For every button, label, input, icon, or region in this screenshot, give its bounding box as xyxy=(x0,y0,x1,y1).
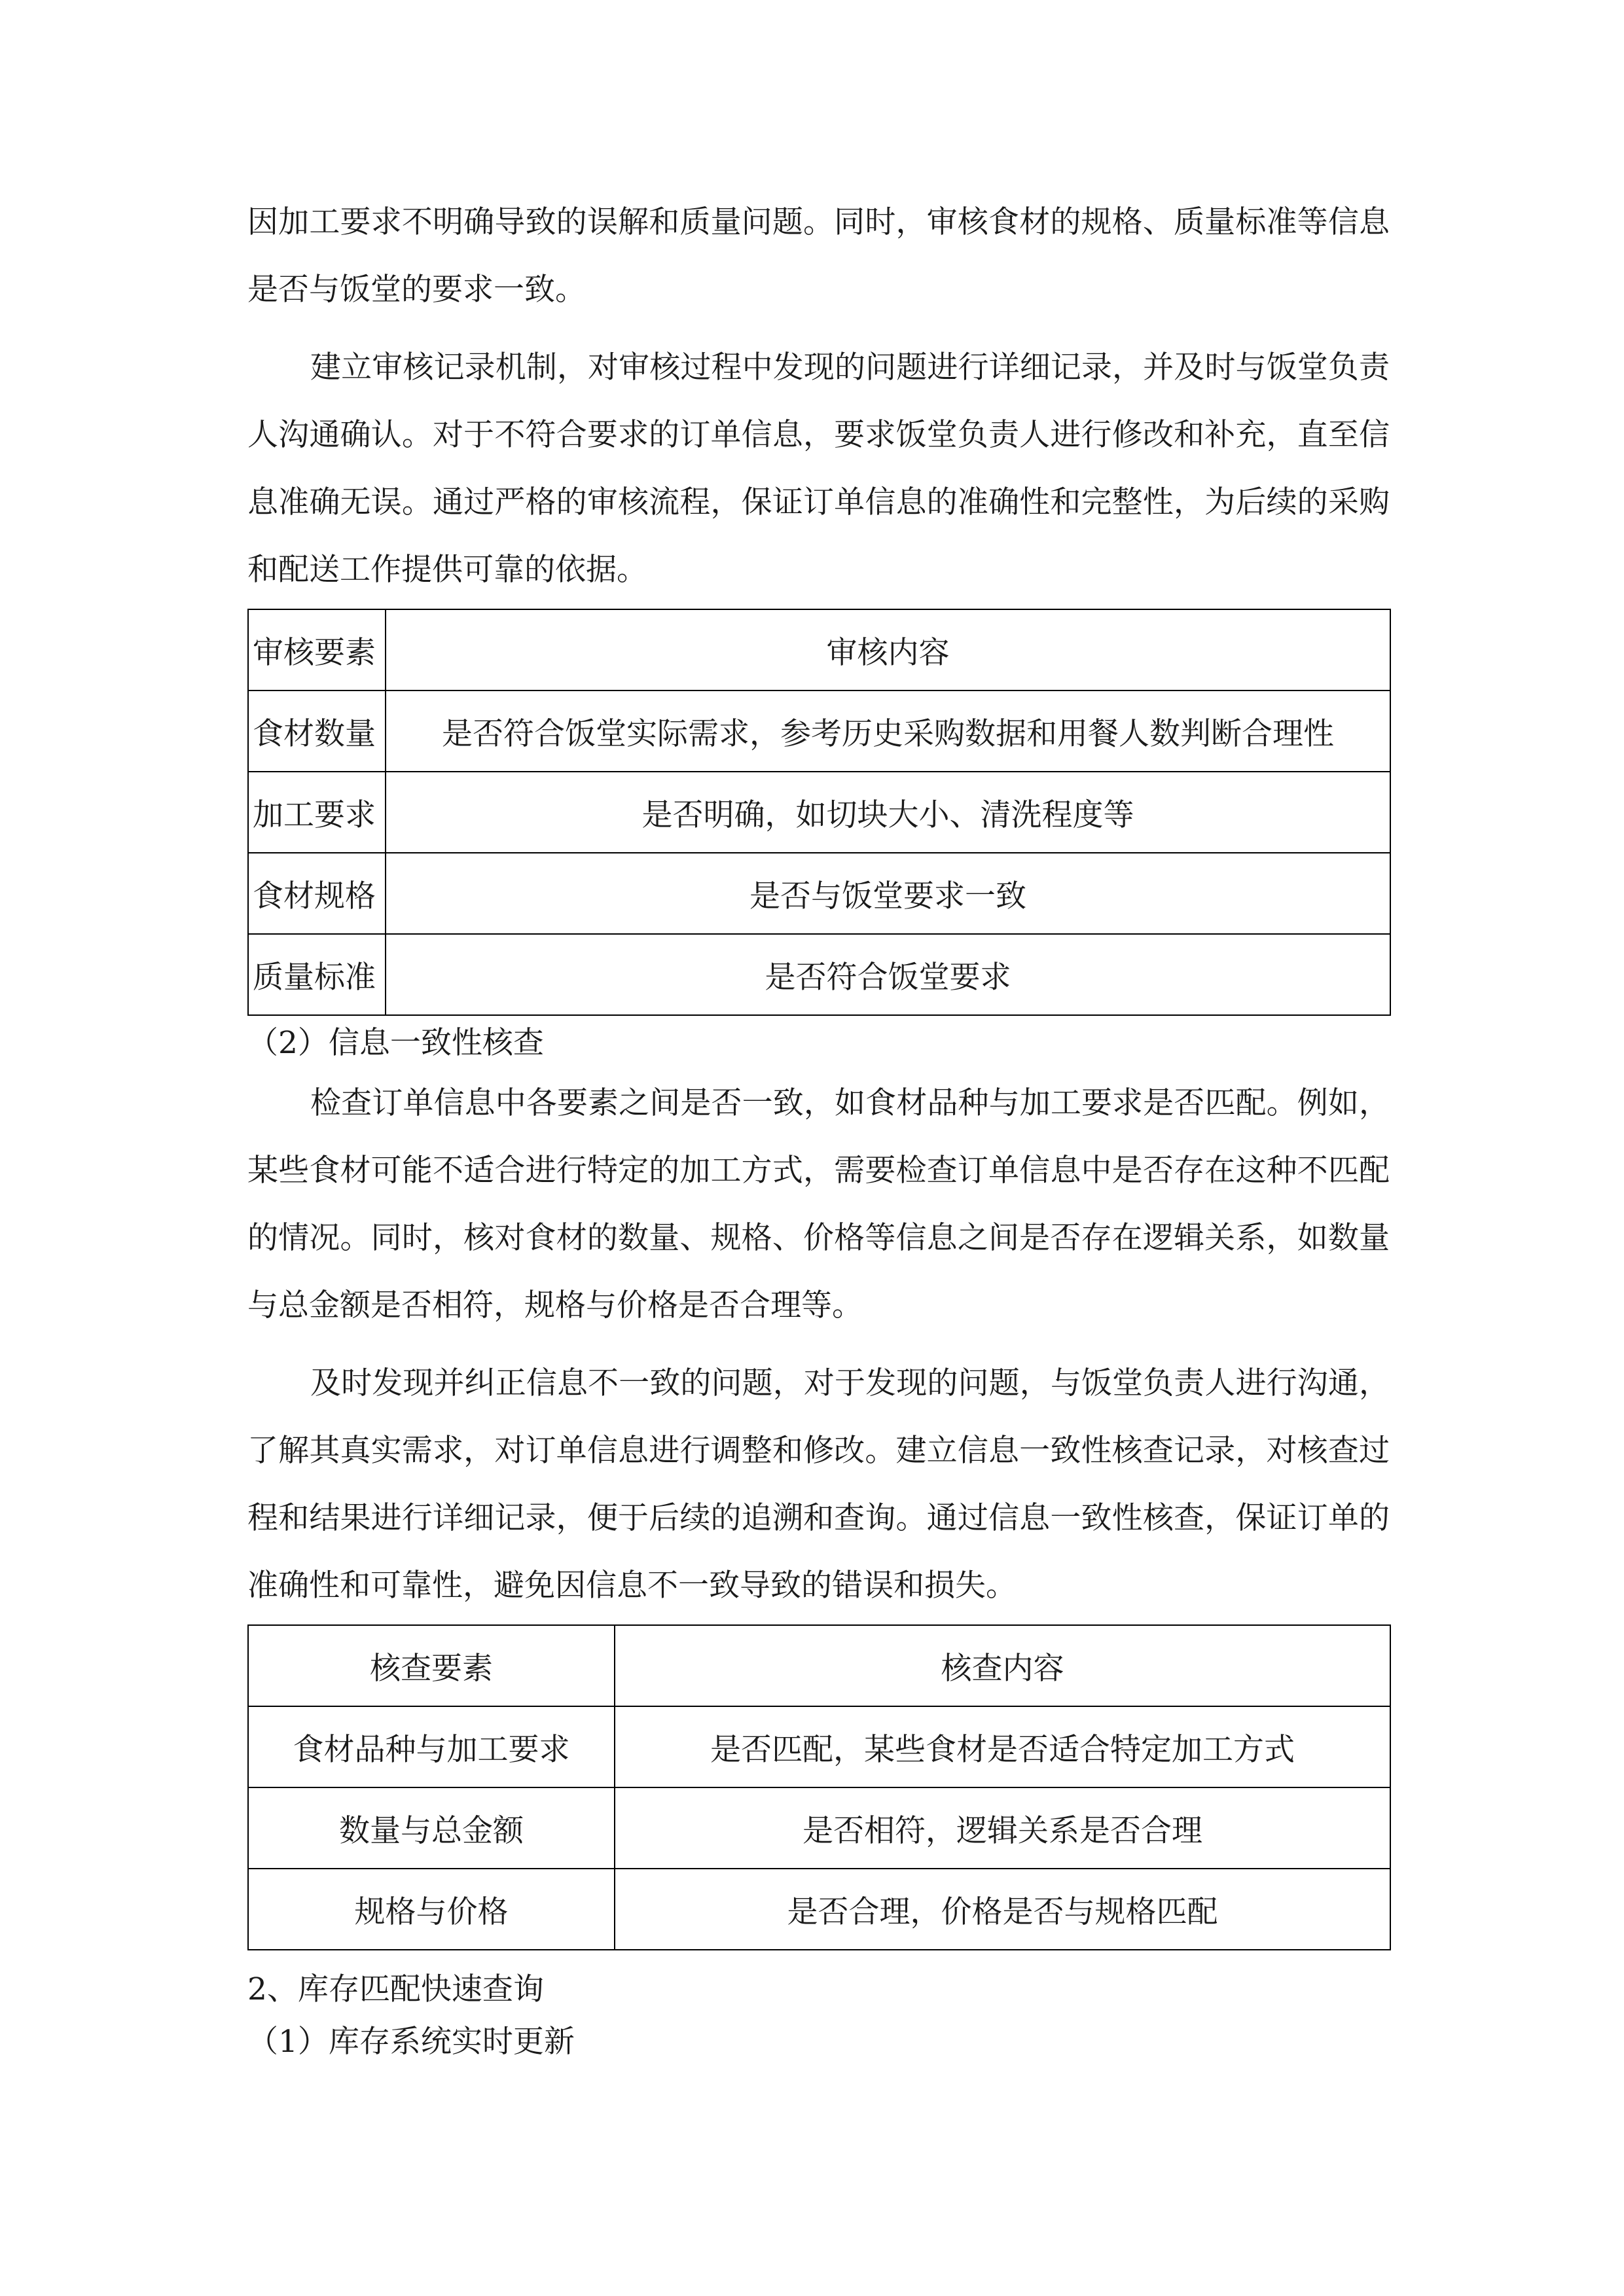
table-cell: 食材数量 xyxy=(248,691,386,772)
paragraph-continuation: 因加工要求不明确导致的误解和质量问题。同时，审核食材的规格、质量标准等信息是否与饭堂的要求一致。 xyxy=(247,204,1390,308)
document-page xyxy=(247,188,1390,2068)
table-row xyxy=(248,1869,1390,1950)
paragraph-audit-record: 建立审核记录机制，对审核过程中发现的问题进行详细记录，并及时与饭堂负责人沟通确认。对于不符合要求的订单信息，要求饭堂负责人进行修改和补充，直至信息准确无误。通过严格的审核流程，保证订单信息的准确性和完整性，为后续的采购和配送工作提供可靠的依据。 xyxy=(247,350,1390,588)
table-row xyxy=(248,691,1390,772)
table-cell: 数量与总金额 xyxy=(248,1787,615,1869)
section-heading-inventory-realtime: （1）库存系统实时更新 xyxy=(247,2024,575,2060)
table-cell: 是否符合饭堂实际需求，参考历史采购数据和用餐人数判断合理性 xyxy=(386,691,1390,772)
audit-elements-table xyxy=(247,609,1391,1016)
table-cell: 加工要求 xyxy=(248,772,386,853)
table-row xyxy=(248,772,1390,853)
consistency-check-table xyxy=(247,1624,1391,1950)
section-heading-inventory-query: 2、库存匹配快速查询 xyxy=(247,1971,544,2007)
table-cell: 是否匹配，某些食材是否适合特定加工方式 xyxy=(615,1706,1390,1787)
table-header-cell: 审核要素 xyxy=(248,609,386,691)
table-cell: 规格与价格 xyxy=(248,1869,615,1950)
paragraph-consistency-check: 检查订单信息中各要素之间是否一致，如食材品种与加工要求是否匹配。例如，某些食材可能不适合进行特定的加工方式，需要检查订单信息中是否存在这种不匹配的情况。同时，核对食材的数量、规格、价格等信息之间是否存在逻辑关系，如数量与总金额是否相符，规格与价格是否合理等。 xyxy=(247,1085,1390,1323)
table-header-cell: 审核内容 xyxy=(386,609,1390,691)
table-header-row xyxy=(248,1625,1390,1706)
table-row xyxy=(248,934,1390,1015)
table-cell: 是否相符，逻辑关系是否合理 xyxy=(615,1787,1390,1869)
paragraph-consistency-correct: 及时发现并纠正信息不一致的问题，对于发现的问题，与饭堂负责人进行沟通，了解其真实需求，对订单信息进行调整和修改。建立信息一致性核查记录，对核查过程和结果进行详细记录，便于后续的追溯和查询。通过信息一致性核查，保证订单的准确性和可靠性，避免因信息不一致导致的错误和损失。 xyxy=(247,1365,1390,1604)
table-row xyxy=(248,853,1390,934)
table-cell: 是否符合饭堂要求 xyxy=(386,934,1390,1015)
table-header-row xyxy=(248,609,1390,691)
table-header-cell: 核查内容 xyxy=(615,1625,1390,1706)
table-cell: 食材品种与加工要求 xyxy=(248,1706,615,1787)
table-cell: 是否明确，如切块大小、清洗程度等 xyxy=(386,772,1390,853)
table-cell: 食材规格 xyxy=(248,853,386,934)
table-cell: 质量标准 xyxy=(248,934,386,1015)
table-row xyxy=(248,1706,1390,1787)
section-heading-info-consistency: （2）信息一致性核查 xyxy=(247,1025,544,1061)
table-cell: 是否合理，价格是否与规格匹配 xyxy=(615,1869,1390,1950)
table-header-cell: 核查要素 xyxy=(248,1625,615,1706)
table-cell: 是否与饭堂要求一致 xyxy=(386,853,1390,934)
table-row xyxy=(248,1787,1390,1869)
